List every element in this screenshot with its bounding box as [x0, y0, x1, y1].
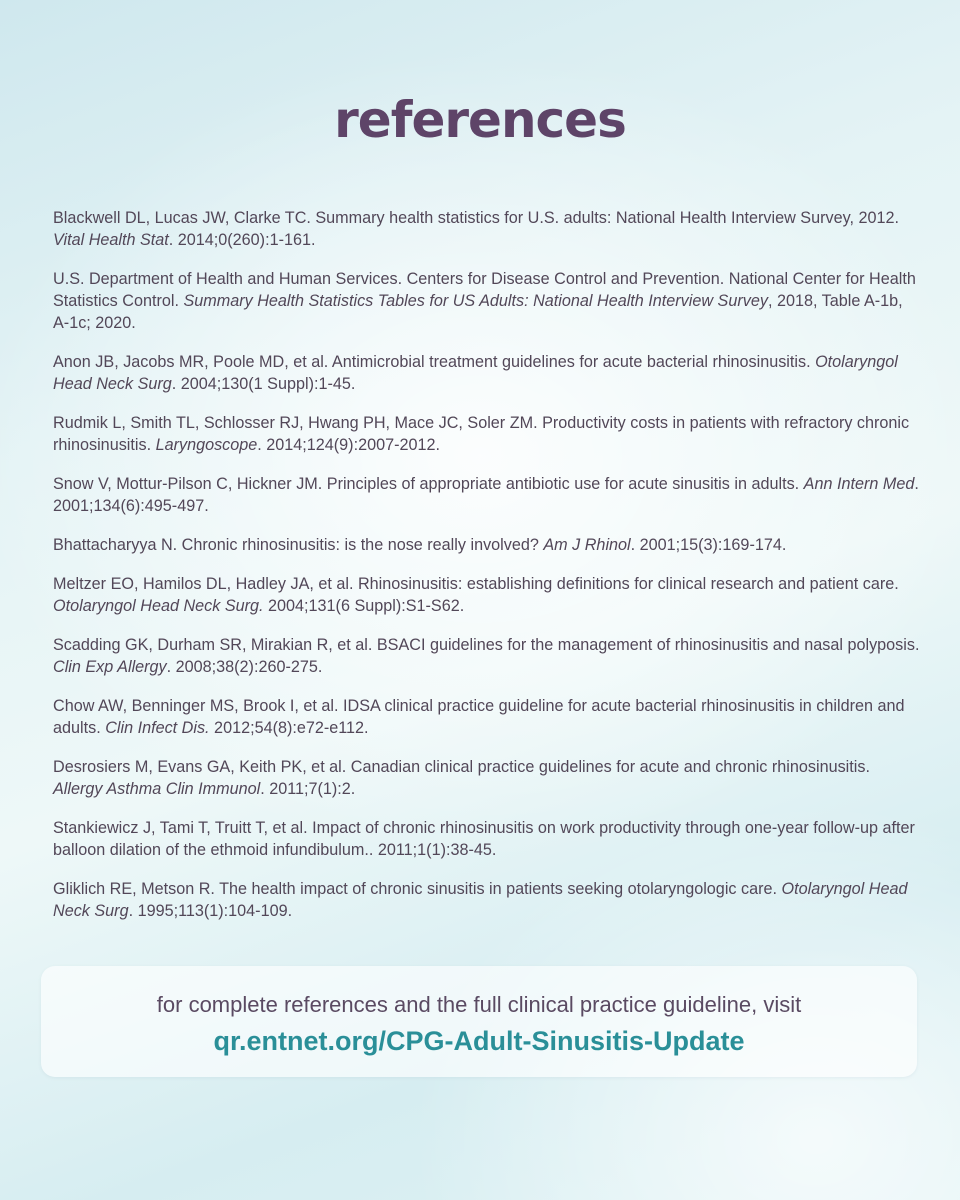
reference-text: Desrosiers M, Evans GA, Keith PK, et al. Canadian clinical practice guidelines for acute and chronic rhinosinusitis.	[53, 758, 870, 776]
reference-journal: Otolaryngol Head Neck Surg	[53, 880, 908, 920]
reference-text: Blackwell DL, Lucas JW, Clarke TC. Summary health statistics for U.S. adults: National Health Interview Survey, 2012.	[53, 209, 899, 227]
reference-item	[53, 412, 921, 456]
reference-journal: Clin Exp Allergy	[53, 658, 167, 676]
reference-item	[53, 207, 921, 251]
reference-item	[53, 573, 921, 617]
reference-text: Stankiewicz J, Tami T, Truitt T, et al. Impact of chronic rhinosinusitis on work productivity through one-year follow-up after balloon dilation of the ethmoid infundibulum.. 2011;1(1):38-45.	[53, 819, 915, 859]
reference-list	[53, 207, 921, 939]
reference-item	[53, 473, 921, 517]
reference-item	[53, 817, 921, 861]
reference-journal: Allergy Asthma Clin Immunol	[53, 780, 261, 798]
reference-item	[53, 695, 921, 739]
reference-item	[53, 878, 921, 922]
reference-journal: Laryngoscope	[155, 436, 258, 454]
page-title: references	[334, 91, 626, 149]
reference-journal: Clin Infect Dis.	[105, 719, 210, 737]
reference-journal: Am J Rhinol	[543, 536, 631, 554]
reference-citation: . 2014;0(260):1-161.	[168, 231, 316, 249]
reference-journal: Ann Intern Med	[803, 475, 915, 493]
reference-citation: . 2001;134(6):495-497.	[53, 475, 919, 515]
reference-item	[53, 268, 921, 334]
reference-citation: , 2018, Table A-1b, A-1c; 2020.	[53, 292, 903, 332]
reference-item	[53, 351, 921, 395]
reference-citation: . 2008;38(2):260-275.	[166, 658, 323, 676]
reference-journal: Summary Health Statistics Tables for US Adults: National Health Interview Survey	[183, 292, 768, 310]
reference-citation: 2012;54(8):e72-e112.	[209, 719, 369, 737]
reference-text: Rudmik L, Smith TL, Schlosser RJ, Hwang PH, Mace JC, Soler ZM. Productivity costs in patients with refractory chronic rhinosinusitis.	[53, 414, 910, 454]
reference-citation: . 2011;7(1):2.	[260, 780, 356, 798]
reference-text: Meltzer EO, Hamilos DL, Hadley JA, et al. Rhinosinusitis: establishing definitions for clinical research and patient care.	[53, 575, 899, 593]
reference-text: Gliklich RE, Metson R. The health impact of chronic sinusitis in patients seeking otolaryngologic care.	[53, 880, 782, 898]
reference-text: Bhattacharyya N. Chronic rhinosinusitis: is the nose really involved?	[53, 536, 544, 554]
reference-text: Scadding GK, Durham SR, Mirakian R, et al. BSACI guidelines for the management of rhinosinusitis and nasal polyposis.	[53, 636, 920, 654]
guideline-link[interactable]: qr.entnet.org/CPG-Adult-Sinusitis-Update	[213, 1026, 745, 1056]
reference-citation: . 2004;130(1 Suppl):1-45.	[171, 375, 356, 393]
reference-journal: Vital Health Stat	[53, 231, 169, 249]
reference-journal: Otolaryngol Head Neck Surg	[53, 353, 898, 393]
reference-citation: . 2014;124(9):2007-2012.	[257, 436, 440, 454]
reference-citation: 2004;131(6 Suppl):S1-S62.	[263, 597, 465, 615]
reference-item	[53, 634, 921, 678]
reference-text: U.S. Department of Health and Human Services. Centers for Disease Control and Prevention. National Center for Health Statistics Control.	[53, 270, 916, 310]
reference-citation: . 2001;15(3):169-174.	[630, 536, 787, 554]
reference-text: Snow V, Mottur-Pilson C, Hickner JM. Principles of appropriate antibiotic use for acute sinusitis in adults.	[53, 475, 804, 493]
footer-text: for complete references and the full clinical practice guideline, visit	[156, 992, 802, 1017]
reference-citation: . 1995;113(1):104-109.	[128, 902, 293, 920]
reference-text: Chow AW, Benninger MS, Brook I, et al. IDSA clinical practice guideline for acute bacterial rhinosinusitis in children and adults.	[53, 697, 905, 737]
reference-item	[53, 534, 921, 556]
footer-callout	[41, 966, 917, 1077]
reference-journal: Otolaryngol Head Neck Surg.	[53, 597, 264, 615]
reference-text: Anon JB, Jacobs MR, Poole MD, et al. Antimicrobial treatment guidelines for acute bacterial rhinosinusitis.	[53, 353, 816, 371]
reference-item	[53, 756, 921, 800]
